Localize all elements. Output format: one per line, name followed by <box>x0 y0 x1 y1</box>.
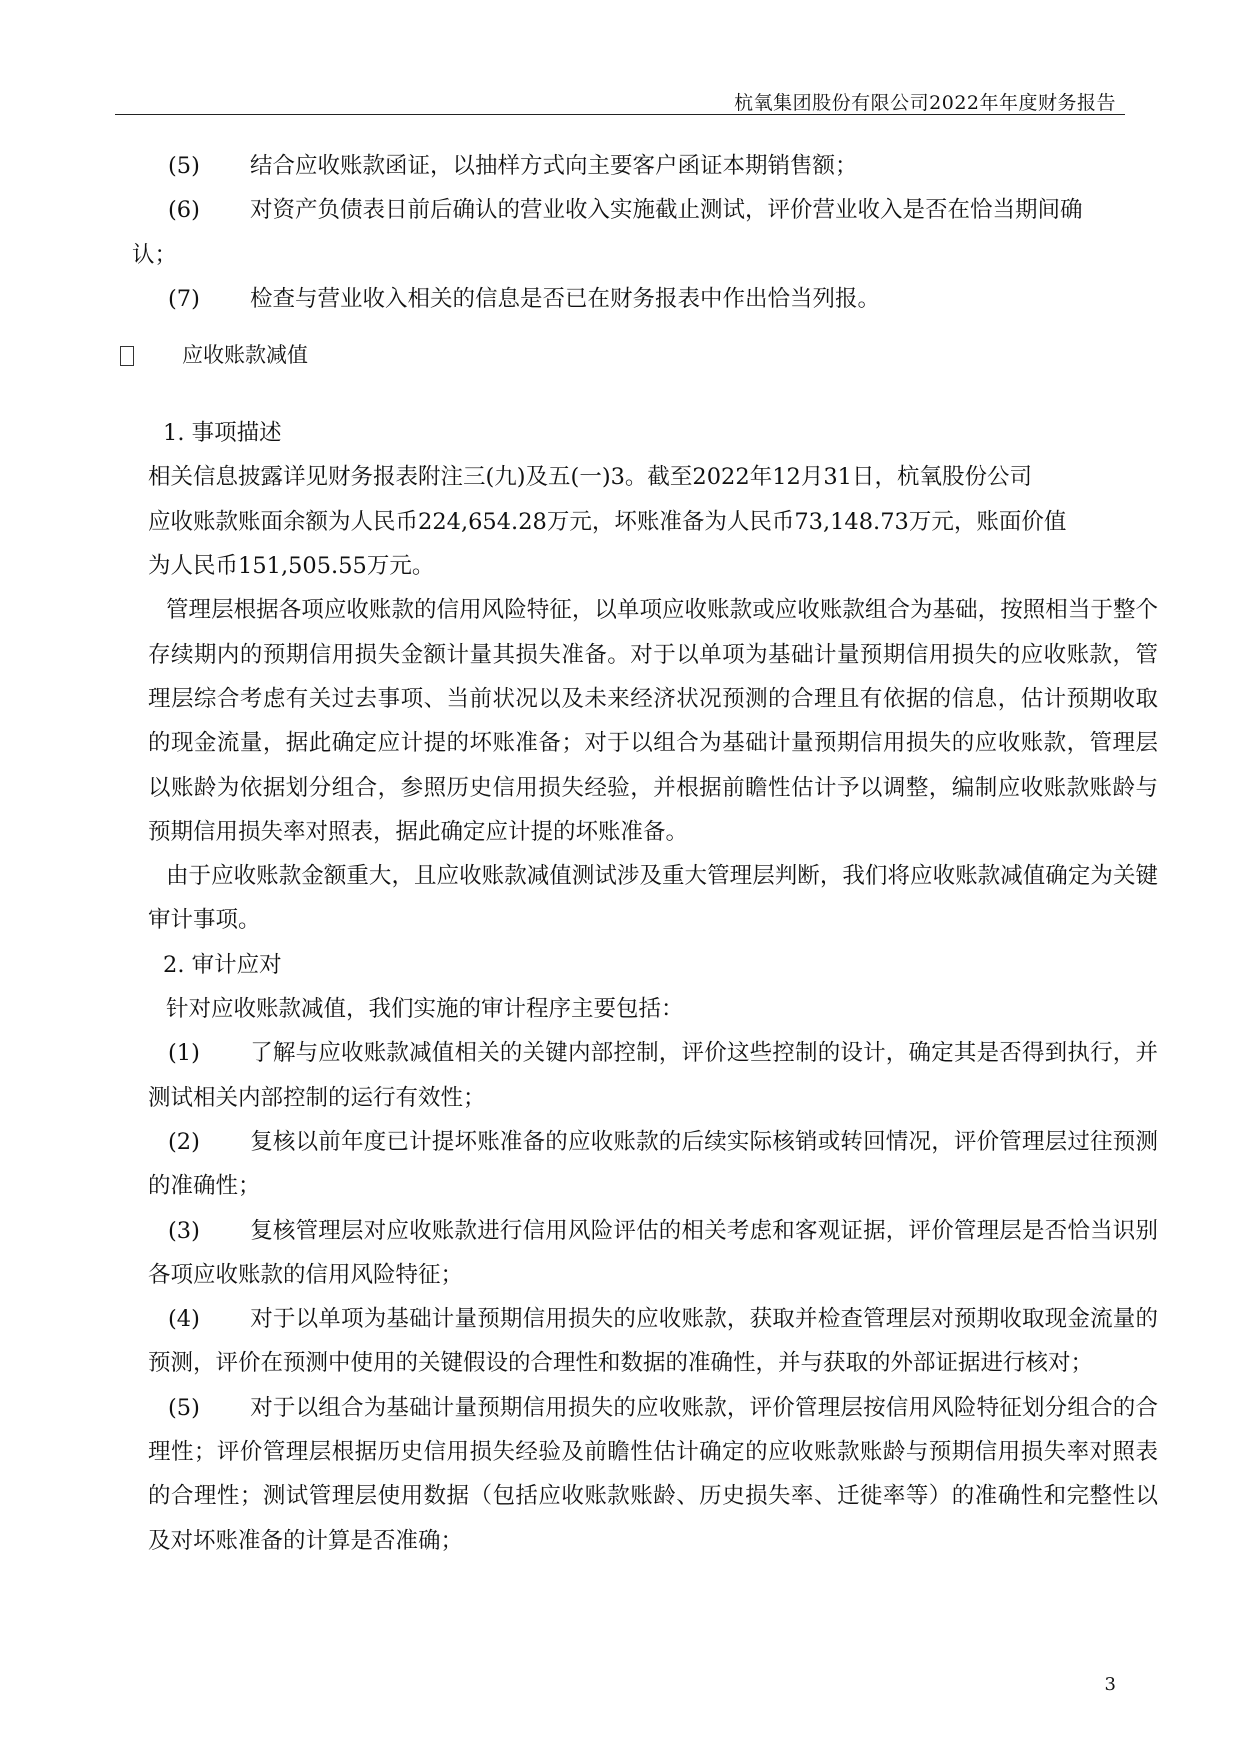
square-bullet-icon <box>120 346 134 366</box>
item-number: (5) <box>168 153 200 179</box>
list-item <box>148 1120 1158 1209</box>
item-number: (7) <box>168 285 200 312</box>
list-item <box>148 1031 1158 1120</box>
header-title: 杭氧集团股份有限公司2022年年度财务报告 <box>734 92 1116 114</box>
matter-description <box>148 411 1158 943</box>
item-text: 对于以组合为基础计量预期信用损失的应收账款，评价管理层按信用风险特征划分组合的合理性；评价管理层根据历史信用损失经验及前瞻性估计确定的应收账款账龄与预期信用损失率对照表的合理性；测试管理层使用数据（包括应收账款账龄、历史损失率、迁徙率等）的准确性和完整性以及对坏账准备的计算是否准确； <box>148 1394 1158 1554</box>
item-text: 对于以单项为基础计量预期信用损失的应收账款，获取并检查管理层对预期收取现金流量的预测，评价在预测中使用的关键假设的合理性和数据的准确性，并与获取的外部证据进行核对； <box>148 1306 1158 1377</box>
section-heading <box>120 333 1158 377</box>
list-item <box>148 277 1158 321</box>
disclosure-line: 相关信息披露详见财务报表附注三(九)及五(一)3。截至2022年12月31日，杭氧股份公司 <box>148 464 1032 491</box>
item-number: (6) <box>168 197 200 224</box>
audit-response <box>148 943 1158 1563</box>
list-item <box>148 1209 1158 1298</box>
item-text: 对资产负债表日前后确认的营业收入实施截止测试，评价营业收入是否在恰当期间确 <box>250 197 1083 224</box>
body-paragraph: 管理层根据各项应收账款的信用风险特征，以单项应收账款或应收账款组合为基础，按照相当于整个存续期内的预期信用损失金额计量其损失准备。对于以单项为基础计量预期信用损失的应收账款，管理层综合考虑有关过去事项、当前状况以及未来经济状况预测的合理且有依据的信息，估计预期收取的现金流量，据此确定应计提的坏账准备；对于以组合为基础计量预期信用损失的应收账款，管理层以账龄为依据划分组合，参照历史信用损失经验，并根据前瞻性估计予以调整，编制应收账款账龄与预期信用损失率对照表，据此确定应计提的坏账准备。 <box>148 597 1158 845</box>
page-number: 3 <box>1104 1674 1116 1695</box>
list-item <box>148 1297 1158 1386</box>
item-continuation: 认； <box>132 241 178 268</box>
subsection-heading: 2. 审计应对 <box>163 951 282 978</box>
page-body <box>132 144 1158 1563</box>
item-text: 检查与营业收入相关的信息是否已在财务报表中作出恰当列报。 <box>250 285 881 312</box>
body-paragraph: 由于应收账款金额重大，且应收账款减值测试涉及重大管理层判断，我们将应收账款减值确定为关键审计事项。 <box>148 863 1158 934</box>
list-item <box>148 144 1158 188</box>
disclosure-line: 为人民币151,505.55万元。 <box>148 553 435 580</box>
item-number: (3) <box>168 1217 200 1244</box>
list-item <box>148 1386 1158 1563</box>
item-number: (2) <box>168 1128 200 1155</box>
revenue-procedures-list <box>132 144 1158 321</box>
item-text: 了解与应收账款减值相关的关键内部控制，评价这些控制的设计，确定其是否得到执行，并测试相关内部控制的运行有效性； <box>148 1040 1158 1111</box>
item-text: 复核管理层对应收账款进行信用风险评估的相关考虑和客观证据，评价管理层是否恰当识别各项应收账款的信用风险特征； <box>148 1217 1158 1288</box>
disclosure-line: 应收账款账面余额为人民币224,654.28万元，坏账准备为人民币73,148.73万元，账面价值 <box>148 508 1067 535</box>
intro-paragraph: 针对应收账款减值，我们实施的审计程序主要包括： <box>166 996 684 1023</box>
header-divider <box>115 114 1125 115</box>
section-title: 应收账款减值 <box>182 343 308 368</box>
item-text: 结合应收账款函证，以抽样方式向主要客户函证本期销售额； <box>250 153 858 179</box>
item-number: (5) <box>168 1394 200 1421</box>
item-text: 复核以前年度已计提坏账准备的应收账款的后续实际核销或转回情况，评价管理层过往预测的准确性； <box>148 1128 1158 1200</box>
list-item <box>148 188 1158 232</box>
item-number: (1) <box>168 1040 200 1067</box>
subsection-heading: 1. 事项描述 <box>163 420 282 447</box>
item-number: (4) <box>168 1306 200 1333</box>
